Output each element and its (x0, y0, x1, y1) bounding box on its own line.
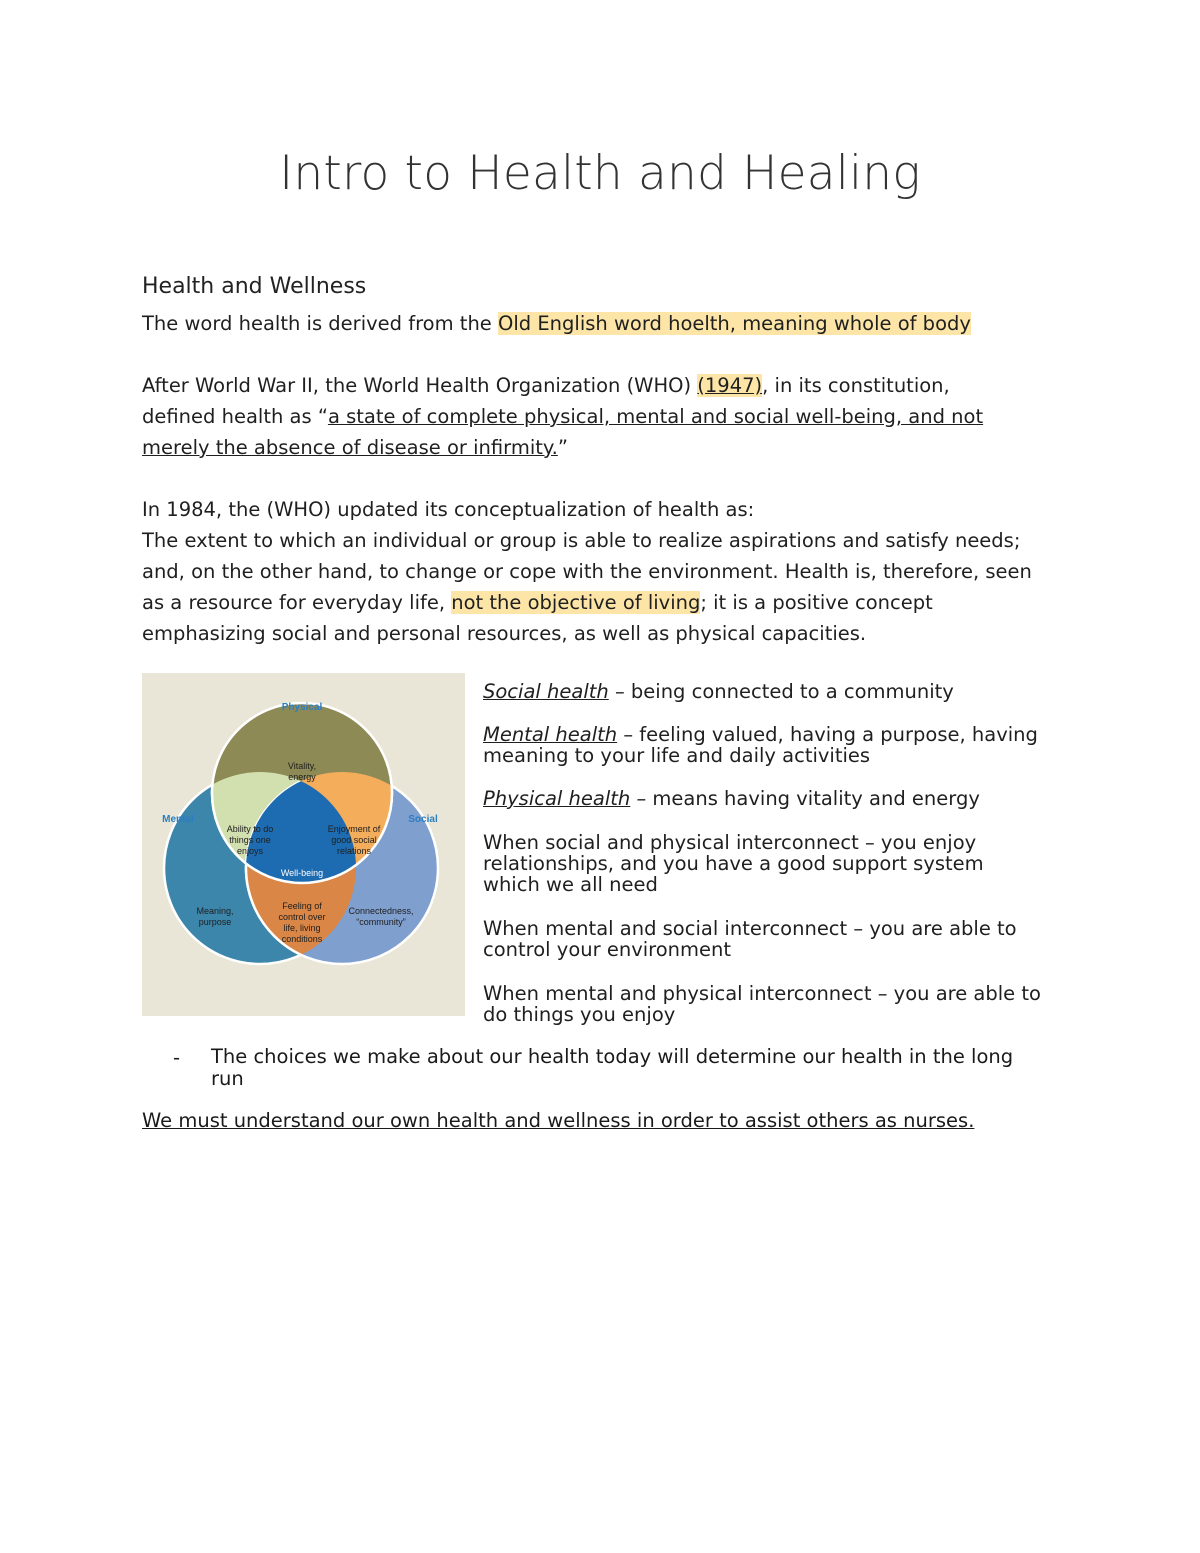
closing-statement: We must understand our own health and wellness in order to assist others as nurses. (142, 1109, 975, 1132)
bullet-line1: The choices we make about our health today will determine our health in the long (211, 1045, 1014, 1068)
mental-physical-line2: do things you enjoy (483, 1003, 676, 1026)
bullet-line2: run (211, 1067, 244, 1090)
who-quote-line2: merely the absence of disease or infirmity. (142, 436, 558, 459)
social-physical-line2: relationships, and you have a good support system (483, 852, 984, 875)
social-health-text: – being connected to a community (608, 680, 954, 703)
mental-health-term: Mental health (483, 723, 618, 746)
enjoyment-line2: good social (331, 835, 377, 845)
paragraph-who-1984 (142, 494, 1032, 649)
enjoyment-line3: relations (336, 846, 372, 856)
social-physical-note (483, 832, 1073, 895)
vitality-line2: energy (288, 772, 316, 782)
etymology-text: The word health is derived from the (142, 312, 498, 335)
paragraph-etymology (142, 308, 971, 339)
social-label: Social (408, 814, 438, 825)
ability-line1: Ability to do (226, 824, 274, 834)
bullet-marker: - (173, 1046, 181, 1069)
physical-health-text: – means having vitality and energy (630, 787, 980, 810)
feeling-line4: conditions (281, 934, 323, 944)
section-heading: Health and Wellness (142, 274, 367, 299)
who-1984-line2: The extent to which an individual or group is able to realize aspirations and satisfy needs; (142, 529, 1021, 552)
mental-health-definition (483, 724, 1073, 766)
ability-line3: enjoys (236, 846, 264, 856)
quote-close: ” (557, 436, 568, 459)
mental-social-note (483, 918, 1073, 960)
social-physical-line3: which we all need (483, 873, 658, 896)
feeling-line1: Feeling of (282, 901, 322, 911)
health-venn-diagram (142, 673, 465, 1016)
physical-label: Physical (281, 702, 323, 713)
feeling-line2: control over (278, 912, 326, 922)
social-health-term: Social health (483, 680, 609, 703)
who-1984-line4: as a resource for everyday life, (142, 591, 452, 614)
mental-physical-note (483, 983, 1073, 1025)
who-quote-line1: a state of complete physical, mental and social well-being, and not (327, 405, 984, 428)
mental-physical-line1: When mental and physical interconnect – you are able to (483, 982, 1041, 1005)
page-title: Intro to Health and Healing (279, 146, 921, 201)
who-1984-line4-end: ; it is a positive concept (700, 591, 933, 614)
physical-health-term: Physical health (483, 787, 631, 810)
objective-highlight: not the objective of living (451, 591, 701, 614)
who-1984-line3: and, on the other hand, to change or cope with the environment. Health is, therefore, seen (142, 560, 1032, 583)
physical-health-definition (483, 788, 1073, 809)
paragraph-who-1947 (142, 370, 983, 463)
mental-social-line2: control your environment (483, 938, 732, 961)
ability-line2: things one (229, 835, 271, 845)
connectedness-line2: “community” (356, 917, 406, 927)
who-text: After World War II, the World Health Organization (WHO) (142, 374, 698, 397)
enjoyment-line1: Enjoyment of (327, 824, 381, 834)
feeling-line3: life, living (283, 923, 321, 933)
connectedness-line1: Connectedness, (348, 906, 414, 916)
mental-health-text: – feeling valued, having a purpose, having (617, 723, 1038, 746)
wellbeing-label: Well-being (280, 868, 324, 878)
defined-text: defined health as “ (142, 405, 328, 428)
social-health-definition (483, 681, 1073, 702)
bullet-choices (211, 1046, 1061, 1090)
who-1984-line5: emphasizing social and personal resources, as well as physical capacities. (142, 622, 867, 645)
mental-label: Mental (162, 814, 194, 825)
mental-health-text-cont: meaning to your life and daily activities (483, 744, 871, 767)
etymology-highlight: Old English word hoelth, meaning whole of body (498, 312, 971, 335)
vitality-line1: Vitality, (287, 761, 317, 771)
year-highlight: (1947) (697, 374, 763, 397)
mental-social-line1: When mental and social interconnect – you are able to (483, 917, 1017, 940)
meaning-line1: Meaning, (196, 906, 234, 916)
who-1984-line1: In 1984, the (WHO) updated its conceptualization of health as: (142, 498, 755, 521)
who-text-cont: , in its constitution, (762, 374, 950, 397)
social-physical-line1: When social and physical interconnect – you enjoy (483, 831, 977, 854)
meaning-line2: purpose (198, 917, 232, 927)
